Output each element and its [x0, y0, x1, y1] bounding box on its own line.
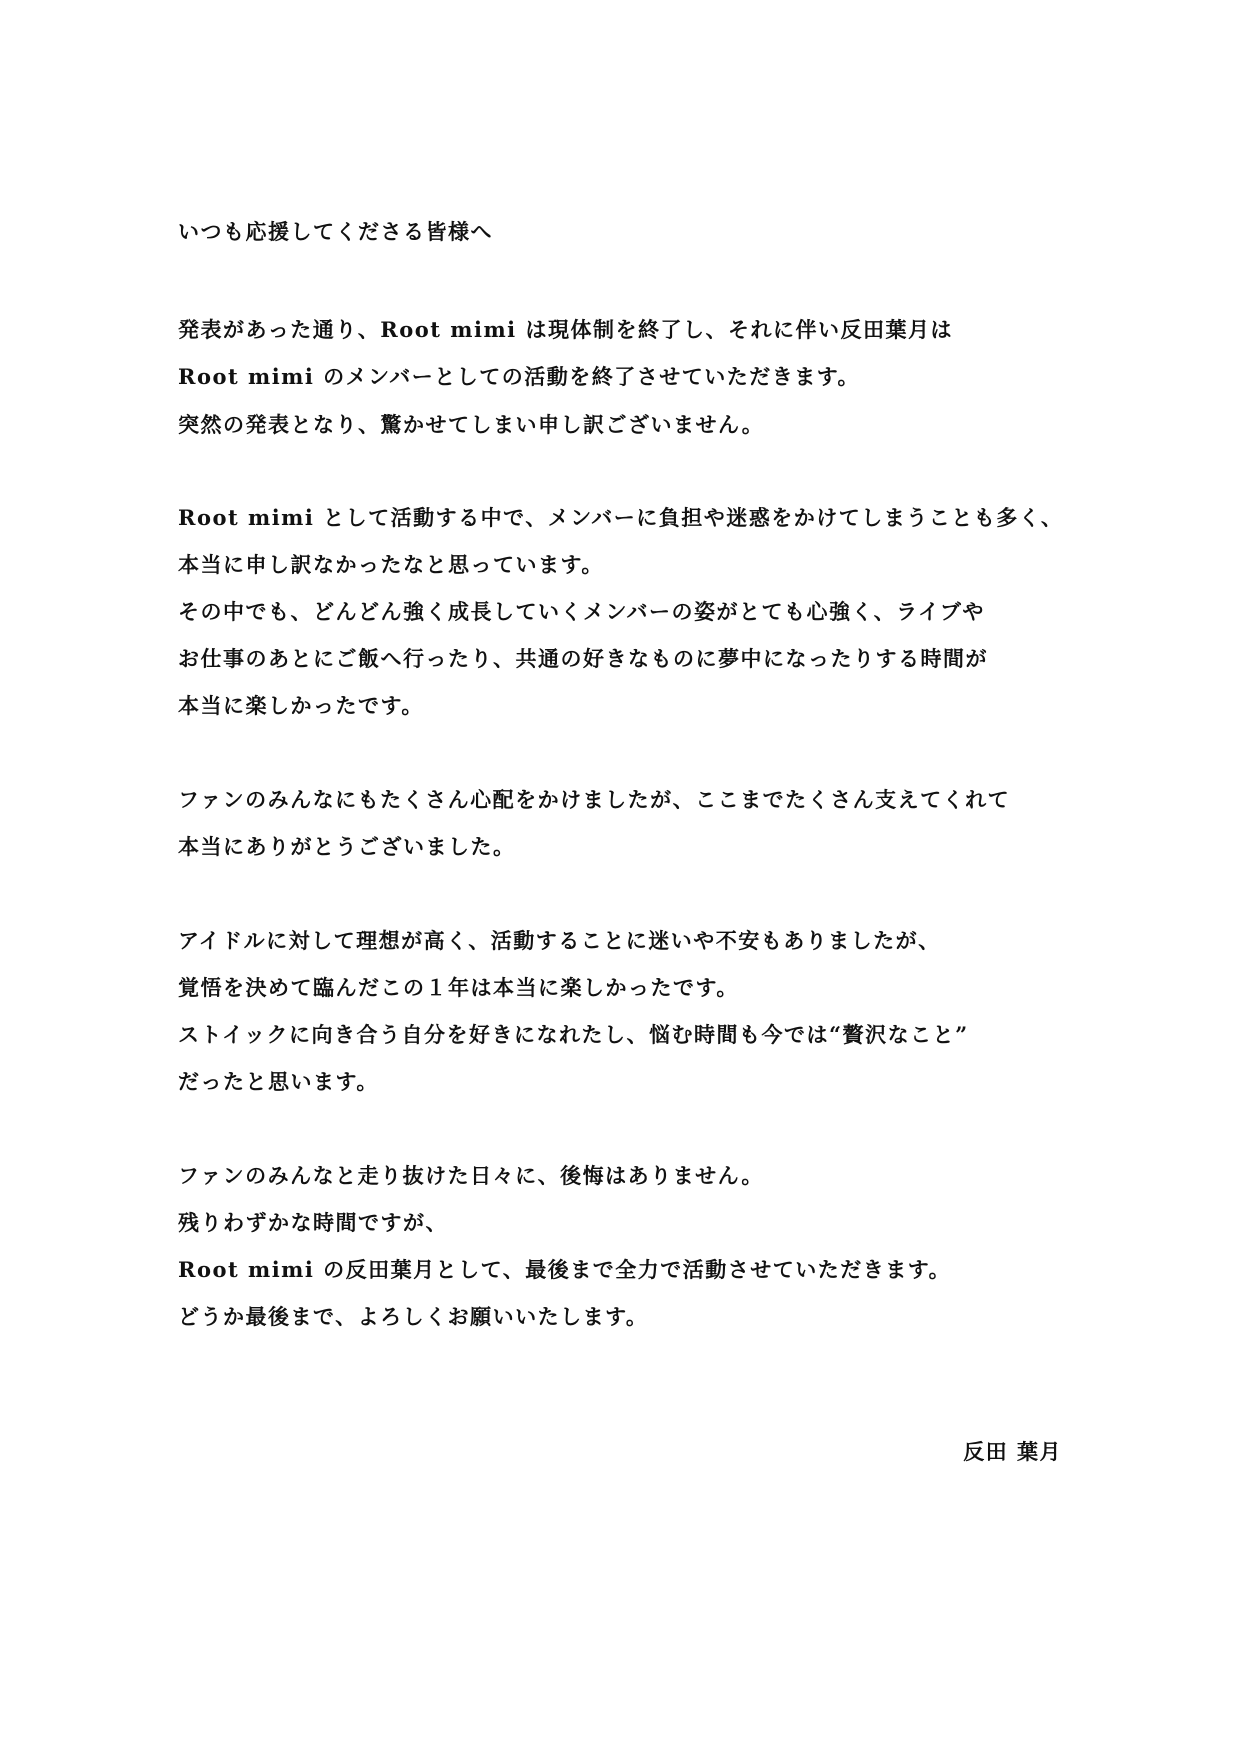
paragraph-5-line-1: ファンのみんなと走り抜けた日々に、後悔はありません。: [178, 1163, 764, 1188]
paragraph-1-line-1: 発表があった通り、Root mimi は現体制を終了し、それに伴い反田葉月は: [178, 317, 953, 342]
paragraph-5-line-2: 残りわずかな時間ですが、: [178, 1210, 448, 1235]
paragraph-2-line-2: 本当に申し訳なかったなと思っています。: [178, 552, 604, 577]
paragraph-4-line-3: ストイックに向き合う自分を好きになれたし、悩む時間も今では“贅沢なこと”: [178, 1022, 969, 1047]
paragraph-3-line-2: 本当にありがとうございました。: [178, 834, 516, 859]
paragraph-1-line-2: Root mimi のメンバーとしての活動を終了させていただきます。: [178, 364, 861, 389]
paragraph-5-line-4: どうか最後まで、よろしくお願いいたします。: [178, 1304, 649, 1329]
paragraph-2-line-5: 本当に楽しかったです。: [178, 693, 424, 718]
paragraph-4-line-4: だったと思います。: [178, 1069, 379, 1094]
paragraph-3-line-1: ファンのみんなにもたくさん心配をかけましたが、ここまでたくさん支えてくれて: [178, 787, 1011, 812]
paragraph-2-line-4: お仕事のあとにご飯へ行ったり、共通の好きなものに夢中になったりする時間が: [178, 646, 988, 671]
paragraph-4-line-2: 覚悟を決めて臨んだこの１年は本当に楽しかったです。: [178, 975, 739, 1000]
paragraph-1-line-3: 突然の発表となり、驚かせてしまい申し訳ございません。: [178, 412, 765, 437]
greeting: いつも応援してくださる皆様へ: [178, 219, 493, 244]
signature: 反田 葉月: [963, 1439, 1062, 1464]
paragraph-4-line-1: アイドルに対して理想が高く、活動することに迷いや不安もありましたが、: [178, 928, 941, 953]
paragraph-2-line-3: その中でも、どんどん強く成長していくメンバーの姿がとても心強く、ライブや: [178, 599, 985, 624]
paragraph-5-line-3: Root mimi の反田葉月として、最後まで全力で活動させていただきます。: [178, 1257, 952, 1282]
paragraph-2-line-1: Root mimi として活動する中で、メンバーに負担や迷惑をかけてしまうことも多く、: [178, 505, 1064, 530]
